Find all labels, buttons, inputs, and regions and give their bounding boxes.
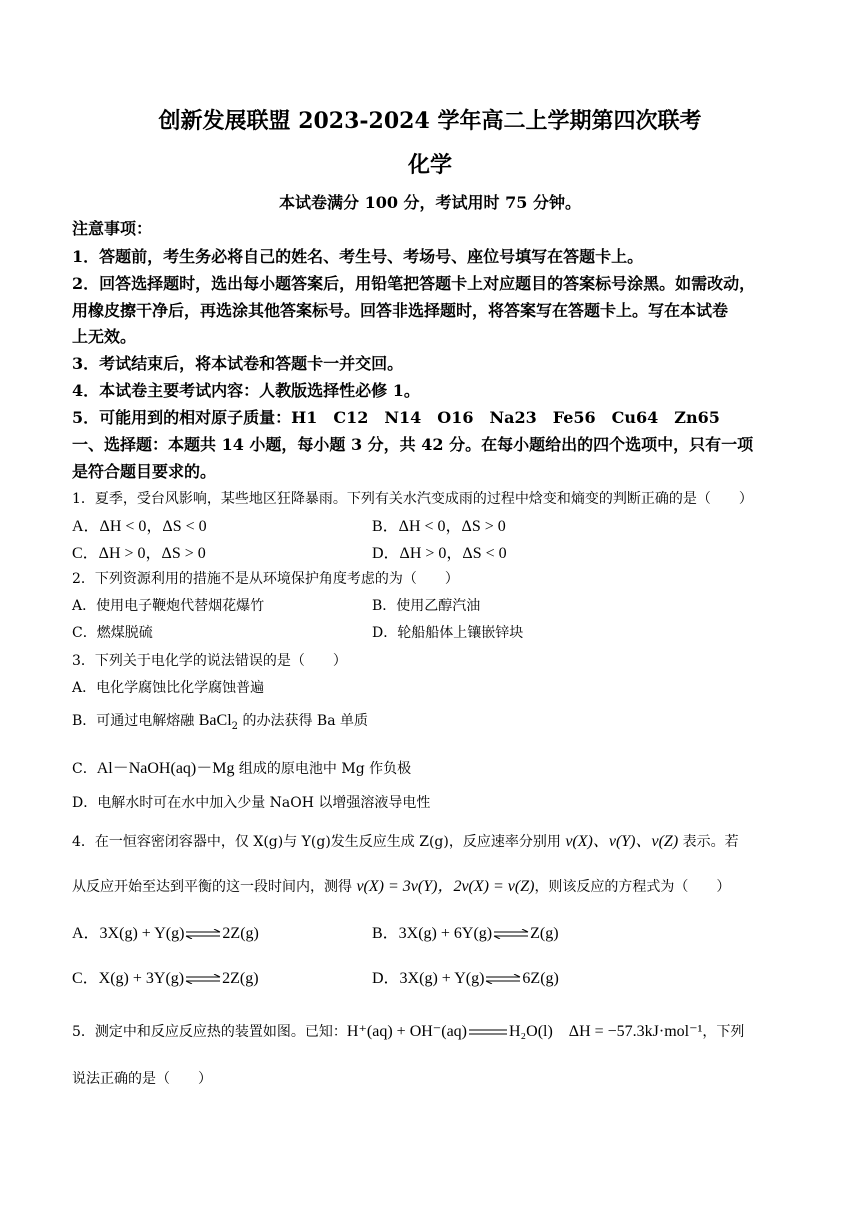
- subject-title: 化学: [407, 152, 452, 178]
- exam-title: 创新发展联盟 2023-2024 学年高二上学期第四次联考: [158, 108, 702, 134]
- q4-stem-1-suffix: 表示。若: [678, 834, 739, 850]
- q3-option-b-prefix: B．可通过电解熔融: [72, 713, 199, 729]
- q4-a-products: 2Z(g): [222, 925, 259, 942]
- note-5: 5．可能用到的相对原子质量：H1 C12 N14 O16 Na23 Fe56 Cu64 Zn65: [72, 408, 720, 427]
- neutralization-product-enthalpy: H₂O(l) ΔH = −57.3kJ·mol⁻¹: [509, 1023, 703, 1040]
- q2-option-b: B．使用乙醇汽油: [372, 598, 481, 614]
- equilibrium-arrow-icon: [185, 929, 221, 939]
- equilibrium-arrow-icon: [493, 929, 529, 939]
- q4-stem-1-prefix: 4．在一恒容密闭容器中，仅 X(g)与 Y(g)发生反应生成 Z(g)，反应速率分别用: [72, 834, 566, 850]
- q4-b-products: Z(g): [530, 925, 559, 942]
- exam-info: 本试卷满分 100 分，考试用时 75 分钟。: [279, 193, 581, 212]
- q3-stem: 3．下列关于电化学的说法错误的是（ ）: [72, 653, 347, 669]
- q4-stem-line-1: [72, 828, 739, 851]
- q5-stem-line-2: 说法正确的是（ ）: [72, 1071, 212, 1087]
- notes-heading: 注意事项：: [72, 219, 153, 238]
- note-2-line-1: 2．回答选择题时，选出每小题答案后，用铅笔把答题卡上对应题目的答案标号涂黑。如需改动，: [72, 274, 756, 293]
- q2-stem: 2．下列资源利用的措施不是从环境保护角度考虑的为（ ）: [72, 571, 459, 587]
- section-heading-line-2: 是符合题目要求的。: [72, 462, 217, 481]
- q2-option-c: C．燃煤脱硫: [72, 625, 153, 641]
- q3-option-b-suffix: 的办法获得 Ba 单质: [238, 713, 369, 729]
- rate-symbols: v(X)、v(Y)、v(Z): [565, 833, 679, 850]
- q3-option-b: [72, 710, 368, 732]
- q1-option-b: B．ΔH < 0，ΔS > 0: [372, 518, 506, 535]
- q3-option-a: A．电化学腐蚀比化学腐蚀普遍: [72, 680, 265, 696]
- q4-b-reactants: B．3X(g) + 6Y(g): [372, 925, 493, 942]
- q3-option-c-suffix: 组成的原电池中 Mg 作负极: [234, 761, 412, 777]
- q4-option-d: [372, 965, 559, 988]
- q5-stem-line-1: [72, 1018, 744, 1041]
- q1-option-a: A．ΔH < 0，ΔS < 0: [72, 518, 207, 535]
- reaction-equals-icon: [468, 1027, 508, 1037]
- q4-option-a: [72, 920, 259, 943]
- q4-stem-2-suffix: ，则该反应的方程式为（ ）: [534, 879, 731, 895]
- section-heading-line-1: 一、选择题：本题共 14 小题，每小题 3 分，共 42 分。在每小题给出的四个选项中，只有一项: [72, 435, 754, 454]
- note-4: 4．本试卷主要考试内容：人教版选择性必修 1。: [72, 381, 420, 400]
- equilibrium-arrow-icon: [485, 974, 521, 984]
- q2-option-a: A．使用电子鞭炮代替烟花爆竹: [72, 598, 265, 614]
- cell-formula: Al－NaOH(aq)－Mg: [96, 760, 235, 777]
- q3-option-c-prefix: C．: [72, 761, 97, 777]
- q5-stem-1-suffix: ，下列: [702, 1024, 745, 1040]
- rate-relations: v(X) = 3v(Y)，2v(X) = v(Z): [356, 878, 535, 895]
- neutralization-reactants: H⁺(aq) + OH⁻(aq): [346, 1023, 467, 1040]
- q4-d-reactants: D．3X(g) + Y(g): [372, 970, 485, 987]
- q5-stem-1-prefix: 5．测定中和反应反应热的装置如图。已知：: [72, 1024, 347, 1040]
- q1-option-d: D．ΔH > 0，ΔS < 0: [372, 545, 507, 562]
- q4-stem-2-prefix: 从反应开始至达到平衡的这一段时间内，测得: [72, 879, 357, 895]
- bacl2-formula: BaCl: [198, 712, 232, 729]
- bacl2-subscript: 2: [231, 720, 239, 732]
- q4-option-c: [72, 965, 259, 988]
- note-1: 1．答题前，考生务必将自己的姓名、考生号、考场号、座位号填写在答题卡上。: [72, 247, 644, 266]
- q4-d-products: 6Z(g): [522, 970, 559, 987]
- equilibrium-arrow-icon: [185, 974, 221, 984]
- q4-c-products: 2Z(g): [222, 970, 259, 987]
- q3-option-c: [72, 755, 411, 778]
- q3-option-d: D．电解水时可在水中加入少量 NaOH 以增强溶液导电性: [72, 795, 431, 811]
- note-2-line-2: 用橡皮擦干净后，再选涂其他答案标号。回答非选择题时，将答案写在答题卡上。写在本试卷: [72, 301, 729, 320]
- q1-stem: 1．夏季，受台风影响，某些地区狂降暴雨。下列有关水汽变成雨的过程中焓变和熵变的判断正确的是（ ）: [72, 491, 753, 507]
- q1-option-c: C．ΔH > 0，ΔS > 0: [72, 545, 206, 562]
- q4-option-b: [372, 920, 559, 943]
- q4-stem-line-2: [72, 873, 730, 896]
- q4-a-reactants: A．3X(g) + Y(g): [72, 925, 185, 942]
- note-3: 3．考试结束后，将本试卷和答题卡一并交回。: [72, 354, 404, 373]
- q4-c-reactants: C．X(g) + 3Y(g): [72, 970, 185, 987]
- note-2-line-3: 上无效。: [72, 327, 137, 346]
- q2-option-d: D．轮船船体上镶嵌锌块: [372, 625, 524, 641]
